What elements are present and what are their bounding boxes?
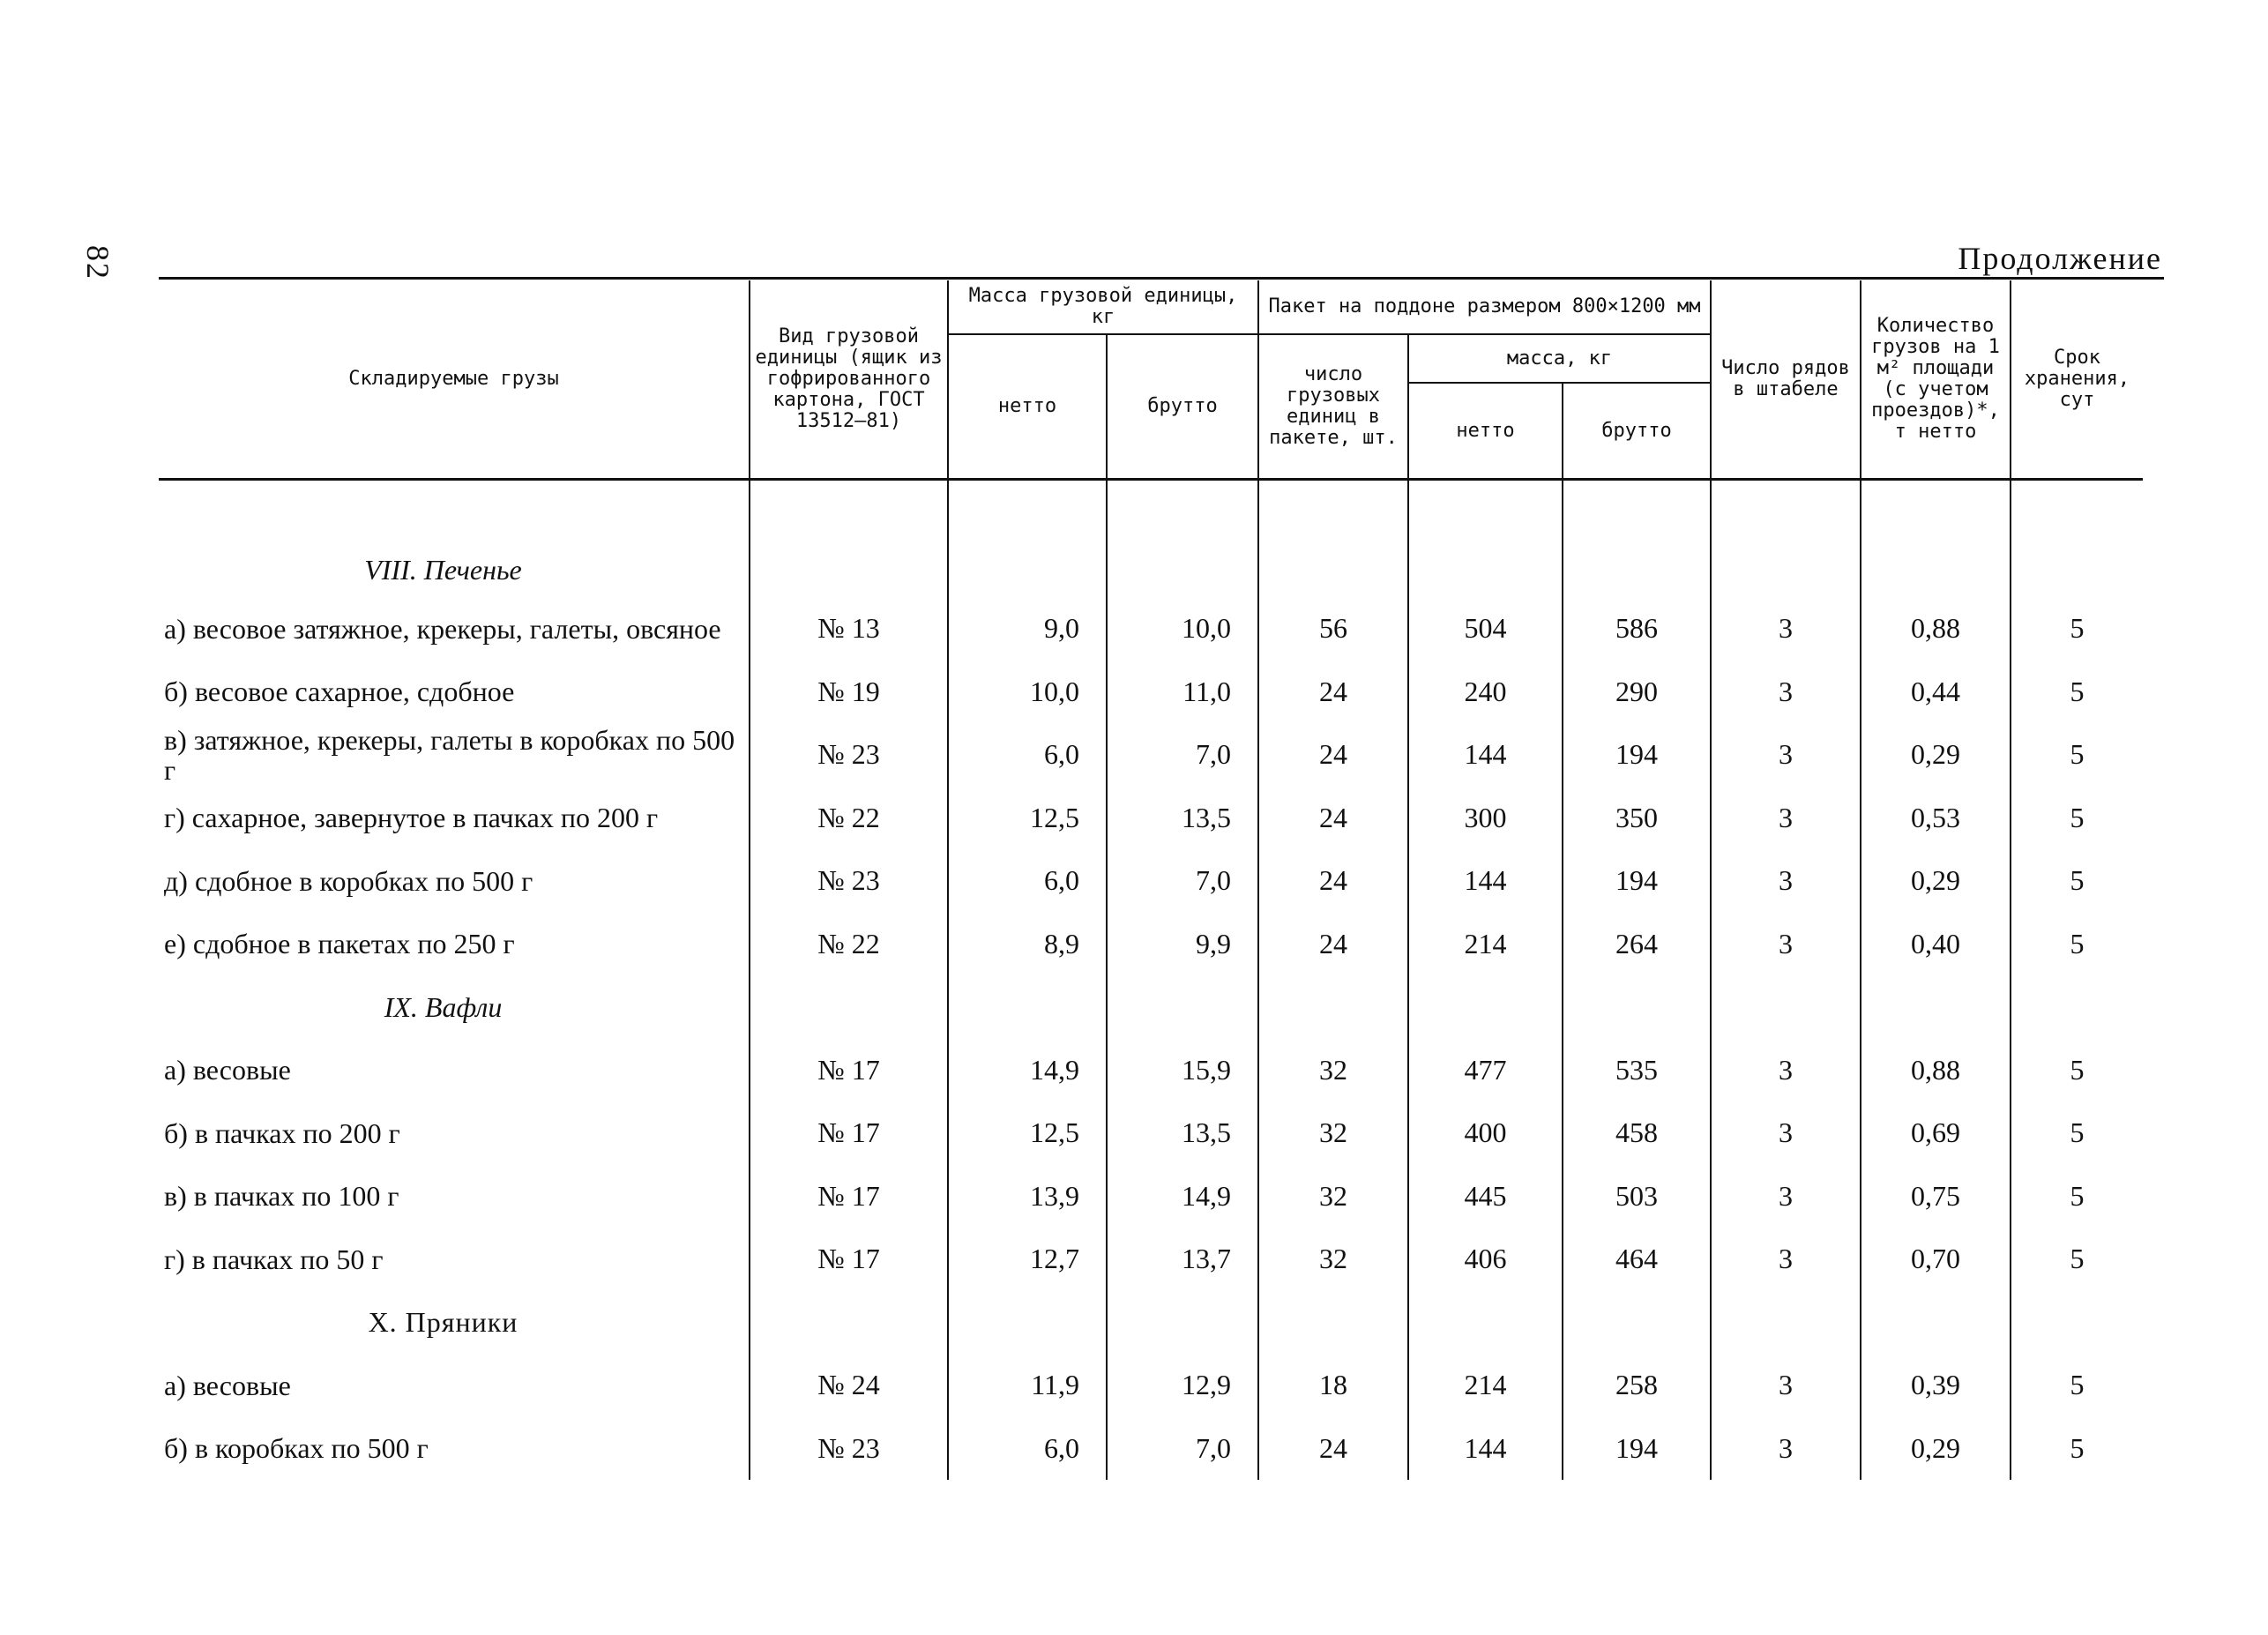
item-name-cell: д) сдобное в коробках по 500 г <box>164 864 533 897</box>
rows-in-stack-cell: 3 <box>1711 597 1861 661</box>
qty-cell: 0,44 <box>1861 661 2011 724</box>
empty-cell <box>1861 480 2011 598</box>
item-name-cell: в) в пачках по 100 г <box>164 1180 399 1213</box>
table-row <box>159 1354 2143 1417</box>
storage-days-cell: 5 <box>2011 723 2143 787</box>
rows-in-stack-cell: 3 <box>1711 913 1861 976</box>
pack-net-cell: 214 <box>1408 913 1563 976</box>
empty-cell <box>750 480 948 598</box>
empty-cell <box>948 975 1107 1039</box>
empty-cell <box>1711 975 1861 1039</box>
unit-net-cell: 12,7 <box>948 1228 1107 1291</box>
table-row <box>159 849 2143 913</box>
item-name-cell: а) весовые <box>164 1369 291 1401</box>
unit-gross-cell: 13,5 <box>1107 787 1258 850</box>
rows-in-stack-cell: 3 <box>1711 1101 1861 1165</box>
table-row <box>159 1228 2143 1291</box>
pack-net-cell: 300 <box>1408 787 1563 850</box>
header-units-in-pack: число грузовых единиц в пакете, шт. <box>1258 334 1408 480</box>
unit-cell: № 17 <box>750 1228 948 1291</box>
unit-net-cell: 12,5 <box>948 1101 1107 1165</box>
unit-cell: № 22 <box>750 787 948 850</box>
storage-days-cell: 5 <box>2011 849 2143 913</box>
units-in-pack-cell: 32 <box>1258 1228 1408 1291</box>
empty-cell <box>1563 975 1711 1039</box>
units-in-pack-cell: 24 <box>1258 723 1408 787</box>
storage-days-cell: 5 <box>2011 661 2143 724</box>
unit-net-cell: 8,9 <box>948 913 1107 976</box>
top-rule <box>159 277 2164 280</box>
item-name-cell: е) сдобное в пакетах по 250 г <box>164 928 515 960</box>
table-row <box>159 1165 2143 1228</box>
unit-net-cell: 10,0 <box>948 661 1107 724</box>
unit-net-cell: 9,0 <box>948 597 1107 661</box>
empty-cell <box>1711 480 1861 598</box>
units-in-pack-cell: 32 <box>1258 1165 1408 1228</box>
header-unit-gross: брутто <box>1107 334 1258 480</box>
rows-in-stack-cell: 3 <box>1711 849 1861 913</box>
storage-days-cell: 5 <box>2011 597 2143 661</box>
units-in-pack-cell: 32 <box>1258 1039 1408 1102</box>
empty-cell <box>948 480 1107 598</box>
unit-gross-cell: 13,7 <box>1107 1228 1258 1291</box>
unit-cell: № 17 <box>750 1165 948 1228</box>
qty-cell: 0,75 <box>1861 1165 2011 1228</box>
header-storage-days: Срок хранения, сут <box>2011 280 2143 480</box>
unit-cell: № 17 <box>750 1039 948 1102</box>
pack-gross-cell: 194 <box>1563 723 1711 787</box>
units-in-pack-cell: 24 <box>1258 787 1408 850</box>
section-row <box>159 975 2143 1039</box>
empty-cell <box>1408 480 1563 598</box>
qty-cell: 0,88 <box>1861 1039 2011 1102</box>
storage-days-cell: 5 <box>2011 1165 2143 1228</box>
header-unit-mass: Масса грузовой единицы, кг <box>948 280 1258 334</box>
table-row <box>159 1039 2143 1102</box>
table-header <box>159 280 2143 480</box>
pack-net-cell: 504 <box>1408 597 1563 661</box>
item-name-cell: б) весовое сахарное, сдобное <box>164 676 515 708</box>
header-rows-in-stack: Число рядов в штабеле <box>1711 280 1861 480</box>
storage-days-cell: 5 <box>2011 913 2143 976</box>
unit-net-cell: 11,9 <box>948 1354 1107 1417</box>
unit-cell: № 17 <box>750 1101 948 1165</box>
rows-in-stack-cell: 3 <box>1711 1039 1861 1102</box>
pack-gross-cell: 503 <box>1563 1165 1711 1228</box>
unit-net-cell: 12,5 <box>948 787 1107 850</box>
empty-cell <box>2011 975 2143 1039</box>
storage-days-cell: 5 <box>2011 1354 2143 1417</box>
pack-net-cell: 406 <box>1408 1228 1563 1291</box>
header-pallet: Пакет на поддоне размером 800×1200 мм <box>1258 280 1711 334</box>
unit-cell: № 24 <box>750 1354 948 1417</box>
storage-table <box>159 280 2143 1480</box>
pack-net-cell: 144 <box>1408 849 1563 913</box>
storage-days-cell: 5 <box>2011 1228 2143 1291</box>
header-unit-type: Вид грузовой единицы (ящик из гофрированного картона, ГОСТ 13512—81) <box>750 280 948 480</box>
pack-gross-cell: 535 <box>1563 1039 1711 1102</box>
header-pack-mass: масса, кг <box>1408 334 1711 383</box>
unit-net-cell: 14,9 <box>948 1039 1107 1102</box>
unit-cell: № 23 <box>750 1417 948 1481</box>
unit-net-cell: 6,0 <box>948 723 1107 787</box>
empty-cell <box>2011 480 2143 598</box>
rows-in-stack-cell: 3 <box>1711 661 1861 724</box>
pack-gross-cell: 290 <box>1563 661 1711 724</box>
empty-cell <box>1861 1291 2011 1355</box>
empty-cell <box>750 975 948 1039</box>
units-in-pack-cell: 32 <box>1258 1101 1408 1165</box>
unit-gross-cell: 7,0 <box>1107 1417 1258 1481</box>
table-row <box>159 597 2143 661</box>
unit-gross-cell: 11,0 <box>1107 661 1258 724</box>
pack-gross-cell: 350 <box>1563 787 1711 850</box>
header-unit-net: нетто <box>948 334 1107 480</box>
pack-gross-cell: 464 <box>1563 1228 1711 1291</box>
empty-cell <box>1408 975 1563 1039</box>
pack-net-cell: 477 <box>1408 1039 1563 1102</box>
unit-gross-cell: 13,5 <box>1107 1101 1258 1165</box>
qty-cell: 0,29 <box>1861 1417 2011 1481</box>
qty-cell: 0,39 <box>1861 1354 2011 1417</box>
empty-cell <box>1107 1291 1258 1355</box>
qty-cell: 0,53 <box>1861 787 2011 850</box>
page-number: 82 <box>80 245 116 280</box>
header-pack-gross: брутто <box>1563 383 1711 480</box>
table-row <box>159 723 2143 787</box>
header-qty-per-m2: Количество грузов на 1 м² площади (с учетом проездов)*, т нетто <box>1861 280 2011 480</box>
table-row <box>159 1417 2143 1481</box>
rows-in-stack-cell: 3 <box>1711 787 1861 850</box>
unit-gross-cell: 14,9 <box>1107 1165 1258 1228</box>
unit-gross-cell: 7,0 <box>1107 849 1258 913</box>
qty-cell: 0,88 <box>1861 597 2011 661</box>
empty-cell <box>1107 480 1258 598</box>
header-cargo: Складируемые грузы <box>159 280 750 480</box>
rows-in-stack-cell: 3 <box>1711 1165 1861 1228</box>
empty-cell <box>1861 975 2011 1039</box>
pack-net-cell: 214 <box>1408 1354 1563 1417</box>
item-name-cell: г) в пачках по 50 г <box>164 1243 384 1275</box>
unit-gross-cell: 10,0 <box>1107 597 1258 661</box>
units-in-pack-cell: 18 <box>1258 1354 1408 1417</box>
section-title: IX. Вафли <box>384 990 503 1023</box>
table-row <box>159 1101 2143 1165</box>
unit-gross-cell: 15,9 <box>1107 1039 1258 1102</box>
item-name-cell: а) весовое затяжное, крекеры, галеты, овсяное <box>164 612 721 645</box>
unit-gross-cell: 9,9 <box>1107 913 1258 976</box>
section-title: VIII. Печенье <box>364 554 522 586</box>
empty-cell <box>1711 1291 1861 1355</box>
item-name-cell: г) сахарное, завернутое в пачках по 200 г <box>164 802 659 834</box>
item-name-cell: а) весовые <box>164 1054 291 1086</box>
unit-cell: № 13 <box>750 597 948 661</box>
header-pack-net: нетто <box>1408 383 1563 480</box>
empty-cell <box>1258 1291 1408 1355</box>
pack-gross-cell: 264 <box>1563 913 1711 976</box>
qty-cell: 0,29 <box>1861 849 2011 913</box>
empty-cell <box>2011 1291 2143 1355</box>
item-name-cell: в) затяжное, крекеры, галеты в коробках по 500 г <box>164 723 735 786</box>
unit-net-cell: 6,0 <box>948 1417 1107 1481</box>
item-name-cell: б) в коробках по 500 г <box>164 1432 429 1465</box>
pack-net-cell: 144 <box>1408 1417 1563 1481</box>
rows-in-stack-cell: 3 <box>1711 1228 1861 1291</box>
storage-days-cell: 5 <box>2011 1101 2143 1165</box>
empty-cell <box>1258 480 1408 598</box>
unit-gross-cell: 12,9 <box>1107 1354 1258 1417</box>
empty-cell <box>1563 1291 1711 1355</box>
storage-days-cell: 5 <box>2011 1417 2143 1481</box>
unit-gross-cell: 7,0 <box>1107 723 1258 787</box>
empty-cell <box>1258 975 1408 1039</box>
unit-cell: № 22 <box>750 913 948 976</box>
unit-cell: № 23 <box>750 723 948 787</box>
empty-cell <box>750 1291 948 1355</box>
pack-net-cell: 240 <box>1408 661 1563 724</box>
pack-gross-cell: 258 <box>1563 1354 1711 1417</box>
qty-cell: 0,70 <box>1861 1228 2011 1291</box>
units-in-pack-cell: 24 <box>1258 849 1408 913</box>
pack-gross-cell: 194 <box>1563 849 1711 913</box>
units-in-pack-cell: 24 <box>1258 913 1408 976</box>
rows-in-stack-cell: 3 <box>1711 723 1861 787</box>
table-row <box>159 661 2143 724</box>
rows-in-stack-cell: 3 <box>1711 1354 1861 1417</box>
empty-cell <box>1563 480 1711 598</box>
pack-gross-cell: 194 <box>1563 1417 1711 1481</box>
section-row <box>159 1291 2143 1355</box>
section-row <box>159 480 2143 598</box>
pack-net-cell: 400 <box>1408 1101 1563 1165</box>
unit-net-cell: 13,9 <box>948 1165 1107 1228</box>
storage-days-cell: 5 <box>2011 787 2143 850</box>
units-in-pack-cell: 24 <box>1258 1417 1408 1481</box>
unit-cell: № 19 <box>750 661 948 724</box>
qty-cell: 0,40 <box>1861 913 2011 976</box>
empty-cell <box>1107 975 1258 1039</box>
units-in-pack-cell: 24 <box>1258 661 1408 724</box>
table-row <box>159 787 2143 850</box>
unit-cell: № 23 <box>750 849 948 913</box>
rows-in-stack-cell: 3 <box>1711 1417 1861 1481</box>
table-row <box>159 913 2143 976</box>
units-in-pack-cell: 56 <box>1258 597 1408 661</box>
empty-cell <box>948 1291 1107 1355</box>
table-body <box>159 480 2143 1481</box>
qty-cell: 0,29 <box>1861 723 2011 787</box>
unit-net-cell: 6,0 <box>948 849 1107 913</box>
section-title: X. Пряники <box>368 1306 519 1339</box>
pack-gross-cell: 586 <box>1563 597 1711 661</box>
item-name-cell: б) в пачках по 200 г <box>164 1116 400 1149</box>
qty-cell: 0,69 <box>1861 1101 2011 1165</box>
pack-net-cell: 144 <box>1408 723 1563 787</box>
storage-days-cell: 5 <box>2011 1039 2143 1102</box>
pack-gross-cell: 458 <box>1563 1101 1711 1165</box>
empty-cell <box>1408 1291 1563 1355</box>
continuation-label: Продолжение <box>1958 241 2162 276</box>
pack-net-cell: 445 <box>1408 1165 1563 1228</box>
